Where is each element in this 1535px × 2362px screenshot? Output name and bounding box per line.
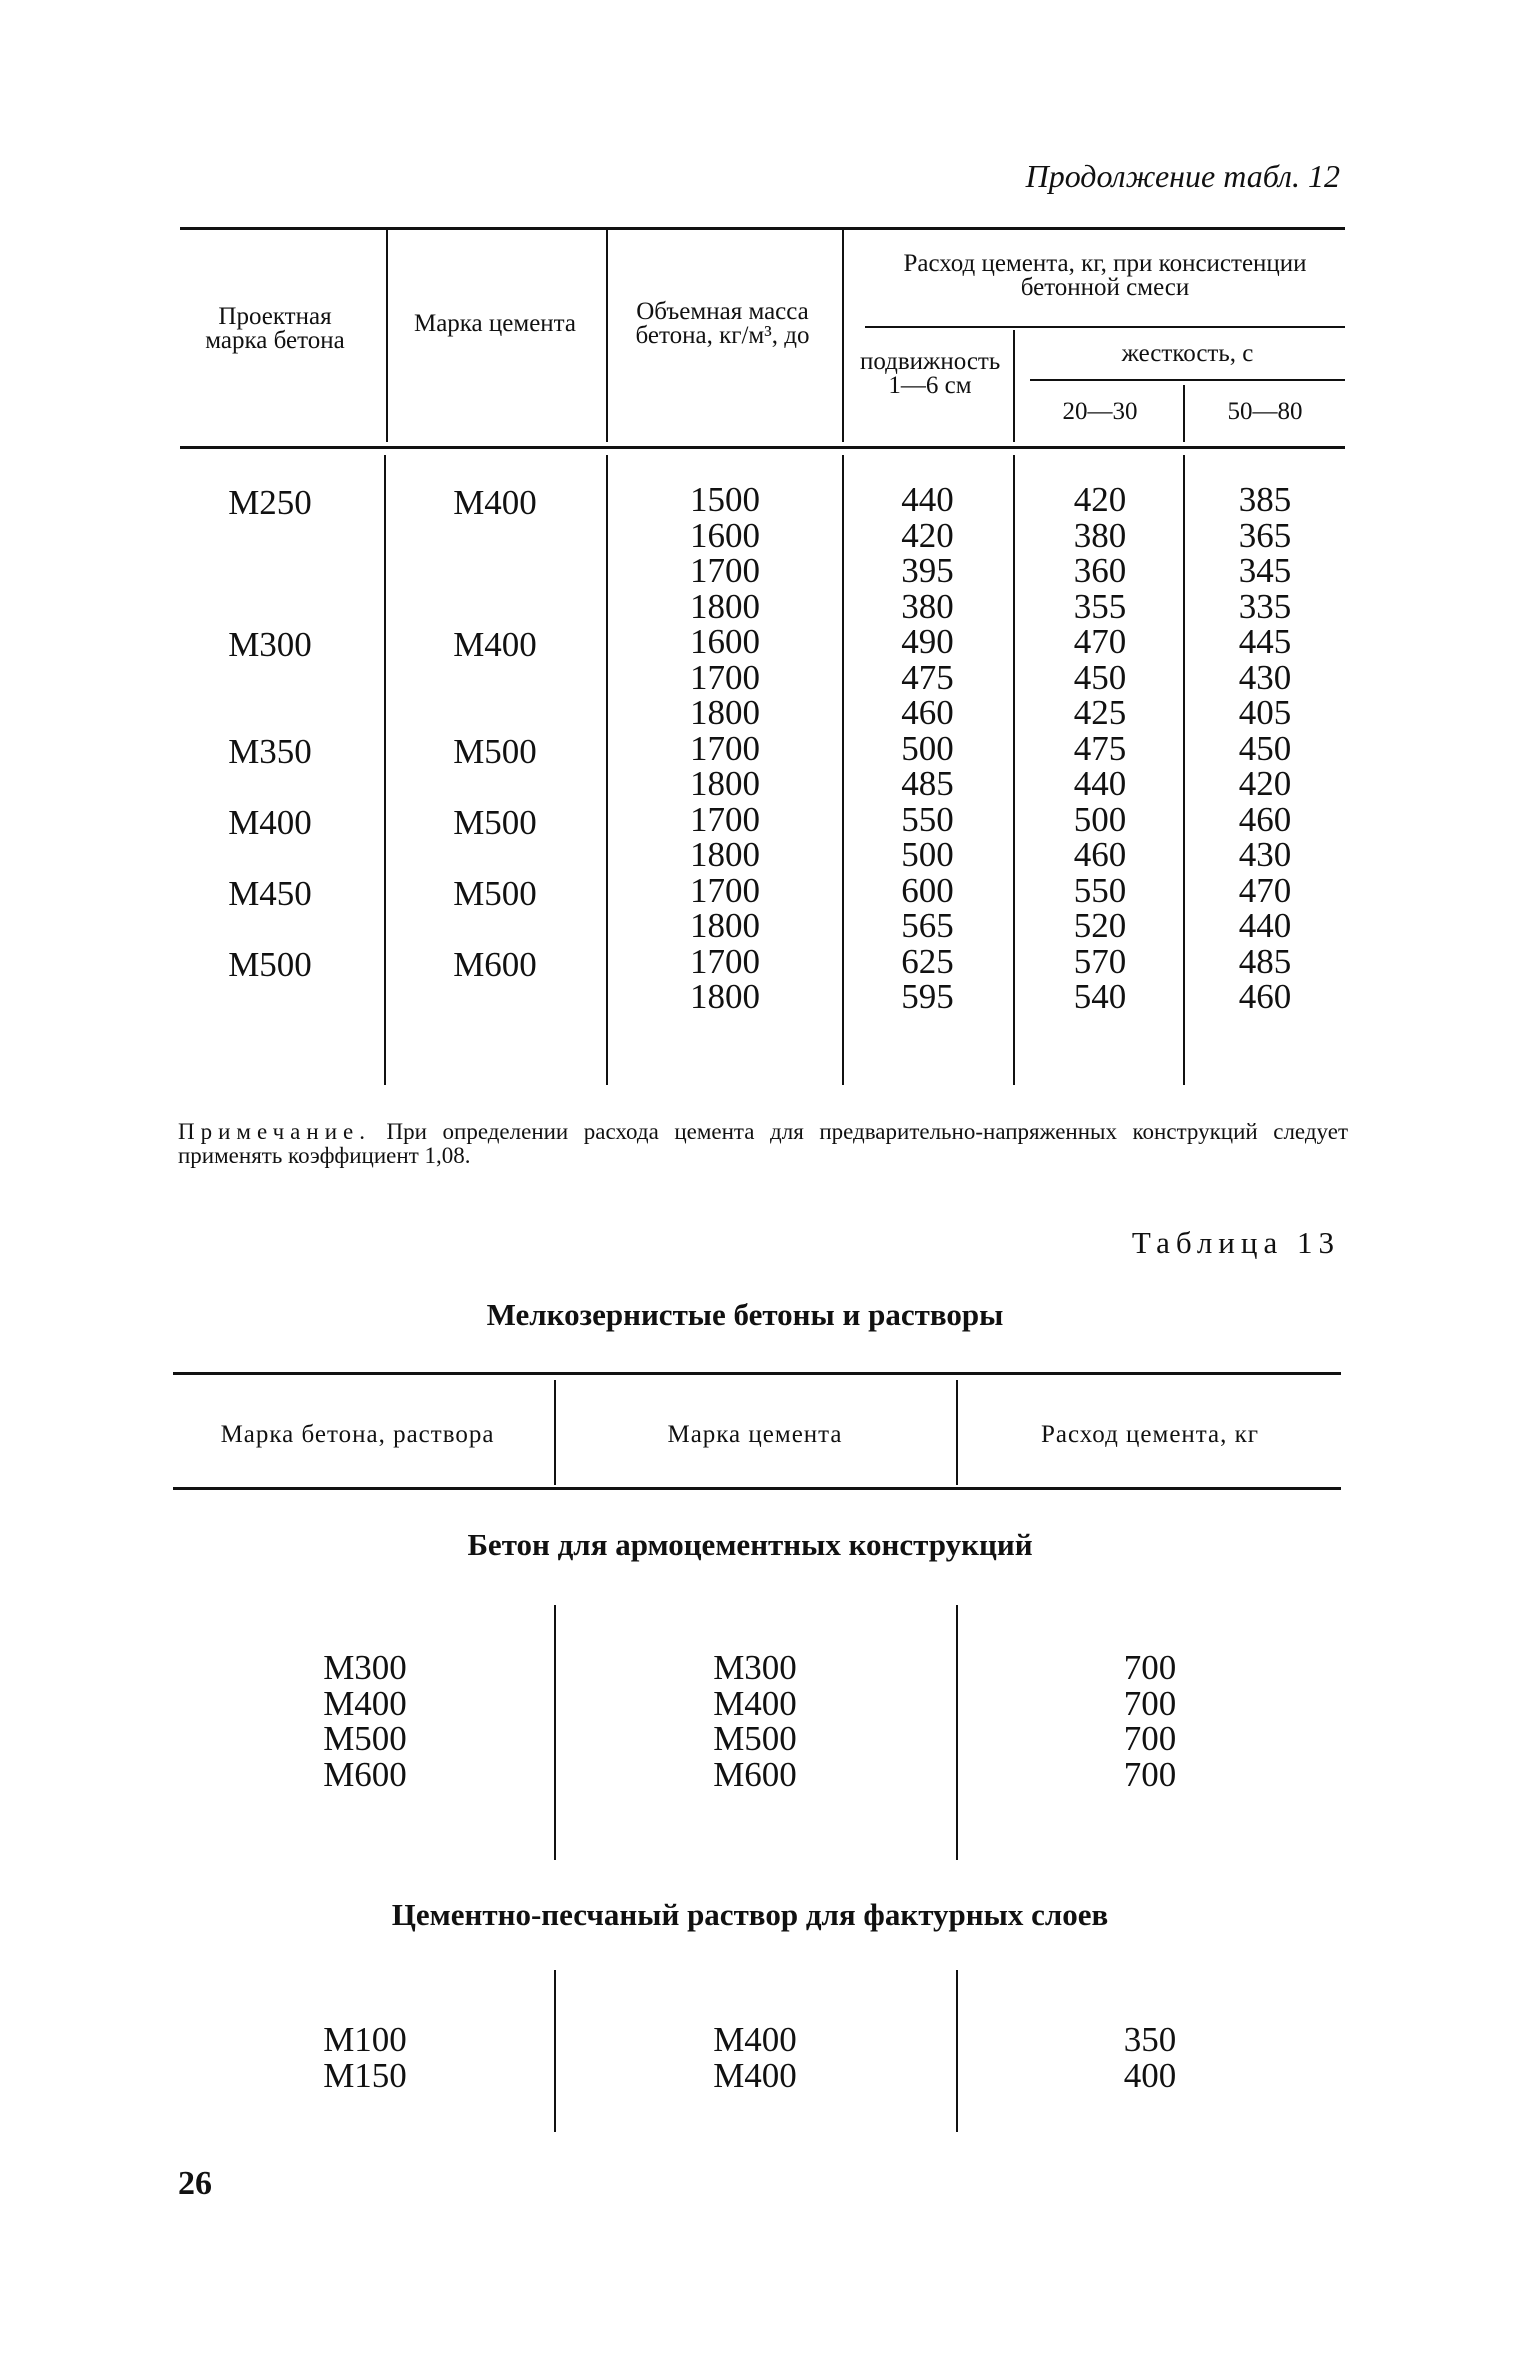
header-mobility: подвижность 1—6 см bbox=[860, 348, 1001, 399]
cell-cement-grade: М400 bbox=[453, 625, 537, 664]
cell-cement-grade: М500 bbox=[453, 802, 537, 842]
column-divider bbox=[956, 1970, 958, 2132]
cell-concrete-grade: М600 bbox=[323, 1754, 407, 1794]
cell-stiffness-50-80-consumption: 385 bbox=[1238, 480, 1292, 519]
cell-concrete-grade: М100 bbox=[323, 2020, 407, 2059]
note bbox=[178, 1120, 1348, 1168]
header-concrete-grade: Марка бетона, раствора bbox=[220, 1421, 495, 1448]
cell-design-grade: М400 bbox=[228, 802, 312, 842]
cell-mobility-consumption: 500 bbox=[901, 728, 954, 768]
cell-cement-grade: М500 bbox=[453, 873, 537, 913]
cell-design-grade: М300 bbox=[228, 625, 312, 664]
cell-density: 1700 bbox=[690, 799, 760, 839]
cell-density: 1700 bbox=[690, 941, 760, 981]
header-cement-grade: Марка цемента bbox=[413, 310, 577, 337]
cell-stiffness-50-80-consumption: 445 bbox=[1238, 622, 1292, 661]
cell-stiffness-50-80-consumption: 430 bbox=[1238, 835, 1292, 874]
cell-concrete-grade: М300 bbox=[323, 1648, 407, 1687]
header-stiffness-50-80: 50—80 bbox=[1227, 398, 1303, 425]
cell-concrete-grade: М150 bbox=[323, 2055, 407, 2095]
cell-stiffness-20-30-consumption: 425 bbox=[1073, 693, 1127, 732]
note-label: Примечание. bbox=[178, 1119, 371, 1144]
cell-mobility-consumption: 380 bbox=[901, 586, 954, 626]
header-consumption: Расход цемента, кг, при консистенции бетонной смеси bbox=[903, 250, 1307, 301]
cell-density: 1600 bbox=[690, 622, 760, 661]
cell-density: 1700 bbox=[690, 551, 760, 590]
cell-cement-grade: М500 bbox=[453, 731, 537, 771]
continuation-label: Продолжение табл. 12 bbox=[1025, 158, 1340, 194]
cell-mobility-consumption: 600 bbox=[901, 870, 954, 910]
cell-stiffness-50-80-consumption: 460 bbox=[1238, 799, 1292, 839]
cell-density: 1800 bbox=[690, 835, 760, 874]
header-cement-consumption: Расход цемента, кг bbox=[1040, 1421, 1260, 1448]
table-13-title: Мелкозернистые бетоны и растворы bbox=[486, 1297, 1004, 1332]
cell-stiffness-20-30-consumption: 475 bbox=[1073, 728, 1127, 768]
header-stiffness: жесткость, с bbox=[1121, 340, 1254, 367]
cell-stiffness-20-30-consumption: 440 bbox=[1073, 764, 1127, 803]
column-divider bbox=[956, 1605, 958, 1860]
cell-stiffness-50-80-consumption: 405 bbox=[1238, 693, 1292, 732]
cell-stiffness-50-80-consumption: 485 bbox=[1238, 941, 1292, 981]
cell-stiffness-20-30-consumption: 500 bbox=[1073, 799, 1127, 839]
section-title: Бетон для армоцементных конструкций bbox=[467, 1527, 1033, 1562]
column-divider bbox=[554, 1605, 556, 1860]
header-bottom-rule bbox=[180, 446, 1345, 449]
column-divider bbox=[842, 455, 844, 1085]
cell-mobility-consumption: 485 bbox=[901, 764, 954, 803]
column-divider bbox=[554, 1380, 556, 1485]
cell-mobility-consumption: 395 bbox=[901, 551, 954, 590]
cell-mobility-consumption: 625 bbox=[901, 941, 954, 981]
cell-stiffness-50-80-consumption: 470 bbox=[1238, 870, 1292, 910]
cell-stiffness-20-30-consumption: 470 bbox=[1073, 622, 1127, 661]
cell-cement-grade: М600 bbox=[453, 944, 537, 984]
header-density: Объемная масса бетона, кг/м³, до bbox=[635, 298, 810, 349]
cell-stiffness-20-30-consumption: 360 bbox=[1073, 551, 1127, 590]
cell-density: 1700 bbox=[690, 870, 760, 910]
cell-mobility-consumption: 595 bbox=[901, 977, 954, 1016]
header-design-grade: Проектная марка бетона bbox=[205, 303, 345, 354]
cell-concrete-grade: М400 bbox=[323, 1683, 407, 1723]
cell-cement-grade: М300 bbox=[713, 1648, 797, 1687]
cell-mobility-consumption: 475 bbox=[901, 657, 954, 697]
column-divider bbox=[956, 1380, 958, 1485]
cell-stiffness-50-80-consumption: 420 bbox=[1238, 764, 1292, 803]
cell-density: 1800 bbox=[690, 977, 760, 1016]
cell-density: 1600 bbox=[690, 515, 760, 555]
cell-density: 1700 bbox=[690, 657, 760, 697]
column-divider bbox=[1013, 330, 1015, 442]
cell-mobility-consumption: 460 bbox=[901, 693, 954, 732]
cell-concrete-grade: М500 bbox=[323, 1719, 407, 1758]
cell-density: 1800 bbox=[690, 906, 760, 945]
cell-stiffness-50-80-consumption: 430 bbox=[1238, 657, 1292, 697]
cell-cement-consumption: 700 bbox=[1123, 1683, 1177, 1723]
column-divider bbox=[606, 230, 608, 442]
column-divider bbox=[554, 1970, 556, 2132]
cell-stiffness-50-80-consumption: 335 bbox=[1238, 586, 1292, 626]
cell-mobility-consumption: 500 bbox=[901, 835, 954, 874]
column-divider bbox=[1013, 455, 1015, 1085]
cell-cement-consumption: 700 bbox=[1123, 1648, 1177, 1687]
cell-density: 1500 bbox=[690, 480, 760, 519]
cell-stiffness-20-30-consumption: 450 bbox=[1073, 657, 1127, 697]
cell-cement-consumption: 400 bbox=[1123, 2055, 1177, 2095]
cell-cement-grade: М400 bbox=[713, 1683, 797, 1723]
cell-density: 1700 bbox=[690, 728, 760, 768]
column-divider bbox=[606, 455, 608, 1085]
cell-cement-grade: М500 bbox=[713, 1719, 797, 1758]
column-divider bbox=[386, 230, 388, 442]
cell-stiffness-50-80-consumption: 440 bbox=[1238, 906, 1292, 945]
cell-design-grade: М250 bbox=[228, 483, 312, 522]
cell-mobility-consumption: 440 bbox=[901, 480, 954, 519]
header-cement-grade: Марка цемента bbox=[667, 1421, 843, 1448]
column-divider bbox=[384, 455, 386, 1085]
cell-mobility-consumption: 550 bbox=[901, 799, 954, 839]
cell-stiffness-20-30-consumption: 380 bbox=[1073, 515, 1127, 555]
cell-mobility-consumption: 565 bbox=[901, 906, 954, 945]
cell-design-grade: М450 bbox=[228, 873, 312, 913]
note-text: При определении расхода цемента для предварительно-напряженных конструкций следует применять коэффициент 1,08. bbox=[178, 1119, 1348, 1168]
cell-cement-grade: М400 bbox=[453, 483, 537, 522]
cell-stiffness-50-80-consumption: 460 bbox=[1238, 977, 1292, 1016]
cell-stiffness-20-30-consumption: 520 bbox=[1073, 906, 1127, 945]
cell-stiffness-20-30-consumption: 355 bbox=[1073, 586, 1127, 626]
cell-stiffness-50-80-consumption: 365 bbox=[1238, 515, 1292, 555]
cell-stiffness-20-30-consumption: 540 bbox=[1073, 977, 1127, 1016]
cell-stiffness-20-30-consumption: 460 bbox=[1073, 835, 1127, 874]
table-top-rule bbox=[180, 227, 1345, 230]
table-13-header-rule bbox=[173, 1487, 1341, 1490]
cell-mobility-consumption: 420 bbox=[901, 515, 954, 555]
cell-density: 1800 bbox=[690, 764, 760, 803]
cell-design-grade: М350 bbox=[228, 731, 312, 771]
consumption-subrule bbox=[865, 326, 1345, 328]
cell-cement-grade: М400 bbox=[713, 2020, 797, 2059]
page-number: 26 bbox=[178, 2165, 212, 2202]
cell-stiffness-20-30-consumption: 420 bbox=[1073, 480, 1127, 519]
cell-density: 1800 bbox=[690, 693, 760, 732]
cell-cement-grade: М400 bbox=[713, 2055, 797, 2095]
cell-cement-consumption: 700 bbox=[1123, 1754, 1177, 1794]
table-13-top-rule bbox=[173, 1372, 1341, 1375]
section-title: Цементно-песчаный раствор для фактурных слоев bbox=[391, 1897, 1109, 1932]
cell-stiffness-20-30-consumption: 550 bbox=[1073, 870, 1127, 910]
stiffness-subrule bbox=[1030, 379, 1345, 381]
cell-design-grade: М500 bbox=[228, 944, 312, 984]
header-stiffness-20-30: 20—30 bbox=[1062, 398, 1138, 425]
cell-mobility-consumption: 490 bbox=[901, 622, 954, 661]
cell-stiffness-20-30-consumption: 570 bbox=[1073, 941, 1127, 981]
cell-density: 1800 bbox=[690, 586, 760, 626]
cell-cement-consumption: 350 bbox=[1123, 2020, 1177, 2059]
cell-stiffness-50-80-consumption: 450 bbox=[1238, 728, 1292, 768]
column-divider bbox=[1183, 385, 1185, 442]
column-divider bbox=[842, 230, 844, 442]
table-13-label: Таблица 13 bbox=[1131, 1225, 1340, 1260]
cell-cement-consumption: 700 bbox=[1123, 1719, 1177, 1758]
cell-cement-grade: М600 bbox=[713, 1754, 797, 1794]
column-divider bbox=[1183, 455, 1185, 1085]
cell-stiffness-50-80-consumption: 345 bbox=[1238, 551, 1292, 590]
